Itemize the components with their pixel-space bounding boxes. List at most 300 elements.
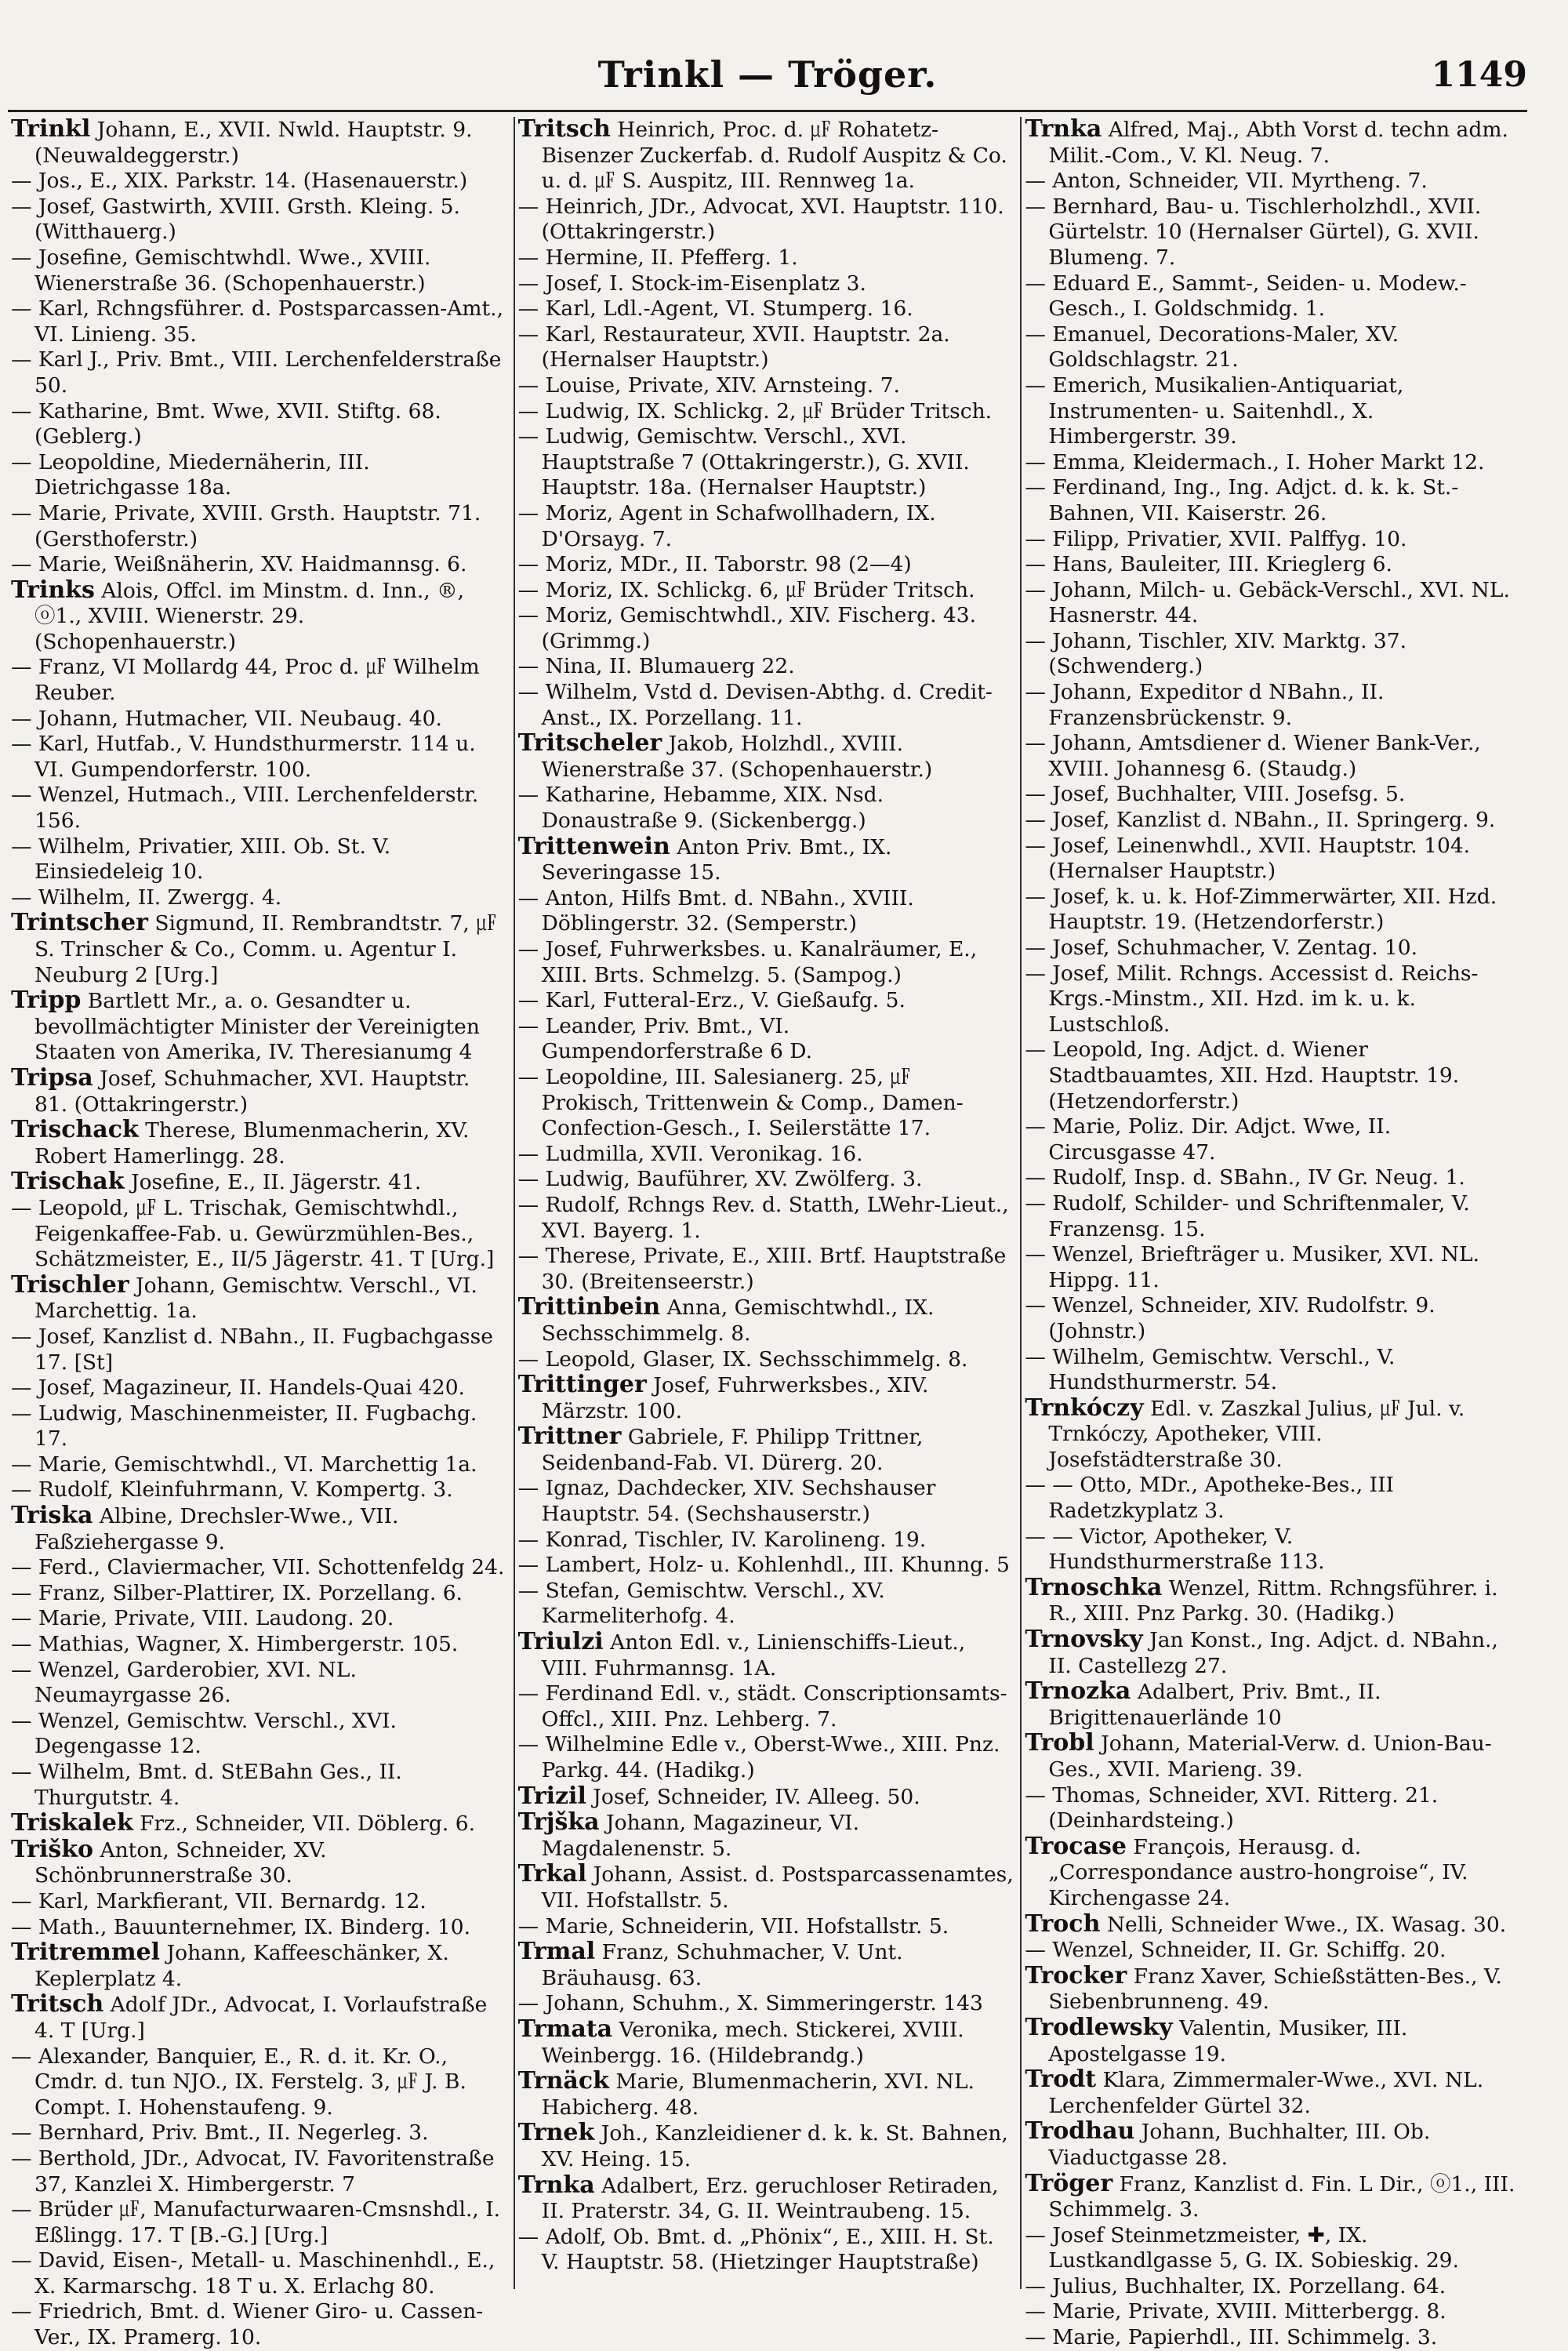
entry-text: Wenzel, Rittm. Rchngsführer. i. R., XIII. Pnz Parkg. 30. (Hadikg.) <box>1048 1575 1498 1626</box>
entry-text: — David, Eisen-, Metall- u. Maschinenhdl., E., X. Karmarschg. 18 T u. X. Erlachg 80. <box>11 2248 495 2298</box>
directory-entry <box>11 1811 507 1837</box>
directory-entry <box>11 834 507 885</box>
entry-surname: Trnäck <box>517 2067 609 2095</box>
entry-text: — Anton, Hilfs Bmt. d. NBahn., XVIII. Döblingerstr. 32. (Semperstr.) <box>517 885 914 936</box>
entry-text: Klara, Zimmermaler-Wwe., XVI. NL. Lerchenfelder Gürtel 32. <box>1048 2068 1484 2118</box>
entry-text: — — Otto, MDr., Apotheke-Bes., III Radetzkyplatz 3. <box>1025 1473 1395 1524</box>
entry-text: — Wilhelmine Edle v., Oberst-Wwe., XIII. Pnz. Parkg. 44. (Hadikg.) <box>517 1732 1000 1782</box>
entry-text: Valentin, Musiker, III. Apostelgasse 19. <box>1048 2015 1408 2066</box>
directory-entry <box>11 1117 507 1169</box>
entry-text: — Emma, Kleidermach., I. Hoher Markt 12. <box>1025 449 1485 474</box>
directory-entry <box>518 194 1014 245</box>
directory-entry <box>518 2017 1014 2069</box>
entry-text: — Wilhelm, Vstd d. Devisen-Abthg. d. Credit-Anst., IX. Porzellang. 11. <box>517 680 993 730</box>
directory-entry <box>1025 1191 1521 1242</box>
directory-entry <box>1025 1834 1521 1912</box>
entry-surname: Trittenwein <box>517 832 670 860</box>
directory-entry <box>11 1196 507 1273</box>
page-number: 1149 <box>1431 55 1527 95</box>
entry-text: — Ludwig, IX. Schlickg. 2, ㎌ Brüder Tritsch. <box>517 398 993 423</box>
entry-surname: Trnkóczy <box>1025 1394 1144 1422</box>
entry-text: Franz, Schuhmacher, V. Unt. Bräuhausg. 63. <box>541 1940 903 1990</box>
entry-text: — Marie, Schneiderin, VII. Hofstallstr. 5. <box>517 1913 949 1939</box>
entry-text: Albine, Drechsler-Wwe., VII. Faßziehergasse 9. <box>34 1504 399 1554</box>
entry-text: — Berthold, JDr., Advocat, IV. Favoritenstraße 37, Kanzlei X. Himbergerstr. 7 <box>11 2146 495 2197</box>
directory-entry <box>1025 1912 1521 1939</box>
directory-entry <box>1025 1524 1521 1575</box>
entry-text: — Wenzel, Garderobier, XVI. NL. Neumayrgasse 26. <box>11 1657 357 1708</box>
entry-text: Alfred, Maj., Abth Vorst d. techn adm. Milit.-Com., V. Kl. Neug. 7. <box>1048 118 1508 168</box>
directory-entry <box>518 1295 1014 1346</box>
directory-entry <box>1025 117 1521 169</box>
entry-text: — Emerich, Musikalien-Antiquariat, Instrumenten- u. Saitenhdl., X. Himbergerstr. 39. <box>1025 372 1404 449</box>
entry-text: — Rudolf, Kleinfuhrmann, V. Kompertg. 3. <box>11 1477 453 1503</box>
directory-entry <box>518 731 1014 783</box>
entry-text: — Marie, Poliz. Dir. Adjct. Wwe, II. Circusgasse 47. <box>1025 1114 1392 1165</box>
entry-surname: Trizil <box>517 1782 586 1810</box>
entry-text: — Josef Steinmetzmeister, ✚, IX. Lustkandlgasse 5, G. IX. Sobieskig. 29. <box>1025 2222 1459 2273</box>
directory-entry <box>518 552 1014 578</box>
entry-text: Marie, Blumenmacherin, XVI. NL. Habicherg. 48. <box>541 2069 975 2120</box>
entry-text: — Johann, Amtsdiener d. Wiener Bank-Ver., XVIII. Johannesg 6. (Staudg.) <box>1025 731 1481 781</box>
entry-surname: Trischak <box>11 1168 125 1196</box>
directory-entry <box>518 1991 1014 2017</box>
directory-entry <box>1025 1679 1521 1731</box>
directory-entry <box>518 1939 1014 1991</box>
entry-surname: Trjška <box>517 1808 600 1837</box>
directory-entry <box>11 2120 507 2146</box>
directory-entry <box>11 1606 507 1632</box>
directory-entry <box>11 885 507 911</box>
directory-entry <box>518 271 1014 297</box>
entry-text: Johann, E., XVII. Nwld. Hauptstr. 9. (Neuwaldeggerstr.) <box>34 118 473 168</box>
directory-entry <box>518 117 1014 194</box>
directory-entry <box>518 1732 1014 1783</box>
entry-surname: Trocase <box>1025 1832 1127 1860</box>
entry-text: — Rudolf, Schilder- und Schriftenmaler, V. Franzensg. 15. <box>1025 1190 1470 1241</box>
directory-entry <box>11 450 507 501</box>
entry-text: — Franz, VI Mollardg 44, Proc d. ㎌ Wilhelm Reuber. <box>11 655 480 706</box>
entry-text: — Jos., E., XIX. Parkstr. 14. (Hasenauerstr.) <box>11 169 468 194</box>
directory-entry <box>1025 1731 1521 1782</box>
directory-entry <box>11 2248 507 2299</box>
column-middle <box>514 117 1021 2289</box>
entry-text: — Josef, Fuhrwerksbes. u. Kanalräumer, E., XIII. Brts. Schmelzg. 5. (Sampog.) <box>517 937 978 987</box>
entry-surname: Trnoschka <box>1025 1573 1163 1601</box>
directory-entry <box>11 1503 507 1555</box>
entry-text: — Bernhard, Priv. Bmt., II. Negerleg. 3. <box>11 2120 429 2146</box>
entry-text: Gabriele, F. Philipp Trittner, Seidenband-Fab. VI. Dürerg. 20. <box>541 1425 924 1475</box>
entry-text: — Ludwig, Maschinenmeister, II. Fugbachg. 17. <box>11 1401 477 1452</box>
directory-entry <box>11 2044 507 2121</box>
entry-surname: Trittner <box>517 1423 622 1451</box>
entry-text: — Bernhard, Bau- u. Tischlerholzhdl., XVII. Gürtelstr. 10 (Hernalser Gürtel), G. XVII. Blumeng. 7. <box>1025 194 1482 270</box>
entry-text: — Marie, Private, VIII. Laudong. 20. <box>11 1606 394 1631</box>
directory-entry <box>1025 578 1521 629</box>
directory-entry <box>11 2146 507 2197</box>
entry-surname: Trischack <box>11 1116 139 1144</box>
entry-text: — Rudolf, Insp. d. SBahn., IV Gr. Neug. 1. <box>1025 1165 1465 1190</box>
directory-entry <box>1025 450 1521 476</box>
entry-text: — Ferdinand Edl. v., städt. Conscriptionsamts-Offcl., XIII. Pnz. Lehberg. 7. <box>517 1681 1007 1731</box>
running-title: Trinkl — Tröger. <box>597 53 938 96</box>
directory-entry <box>11 1709 507 1760</box>
entry-text: — Leopoldine, III. Salesianerg. 25, ㎌ Prokisch, Trittenwein & Comp., Damen-Confection-Gesch., I. Seilerstätte 17. <box>517 1064 964 1141</box>
directory-entry <box>518 578 1014 604</box>
directory-entry <box>518 2069 1014 2120</box>
entry-surname: Tritscheler <box>517 729 662 758</box>
entry-text: — Katharine, Hebamme, XIX. Nsd. Donaustraße 9. (Sickenbergg.) <box>517 783 884 834</box>
entry-surname: Trischler <box>11 1270 129 1299</box>
directory-entry <box>1025 1627 1521 1679</box>
entry-surname: Trinkl <box>11 115 91 143</box>
directory-entry <box>1025 552 1521 578</box>
directory-entry <box>11 732 507 783</box>
directory-entry <box>1025 1575 1521 1627</box>
entry-text: — Adolf, Ob. Bmt. d. „Phönix“, E., XIII. H. St. V. Hauptstr. 58. (Hietzinger Hauptstraße) <box>517 2224 994 2275</box>
entry-surname: Trittinger <box>517 1371 647 1399</box>
directory-entry <box>1025 1165 1521 1191</box>
directory-entry <box>11 1375 507 1401</box>
entry-text: Jakob, Holzhdl., XVIII. Wienerstraße 37. (Schopenhauerstr.) <box>541 732 933 782</box>
directory-entry <box>1025 169 1521 194</box>
directory-entry <box>1025 271 1521 322</box>
entry-text: — Karl, Markfierant, VII. Bernardg. 12. <box>11 1888 426 1913</box>
directory-entry <box>518 1424 1014 1476</box>
entry-text: Adalbert, Priv. Bmt., II. Brigittenauerlände 10 <box>1048 1680 1381 1730</box>
entry-text: Anna, Gemischtwhdl., IX. Sechsschimmelg. 8. <box>541 1295 935 1346</box>
directory-entry <box>1025 373 1521 450</box>
directory-entry <box>11 1063 507 1117</box>
entry-text: — Leopold, Ing. Adjct. d. Wiener Stadtbauamtes, XII. Hzd. Hauptstr. 19. (Hetzendorferstr.) <box>1025 1037 1460 1114</box>
entry-surname: Trmata <box>517 2015 613 2043</box>
entry-text: — Leopold, ㎌ L. Trischak, Gemischtwhdl., Feigenkaffee-Fab. u. Gewürzmühlen-Bes., Schätzmeister, E., II/5 Jägerstr. 41. T [Urg.] <box>11 1195 495 1272</box>
entry-text: — Therese, Private, E., XIII. Brtf. Hauptstraße 30. (Breitenseerstr.) <box>517 1244 1007 1294</box>
directory-entry <box>518 296 1014 322</box>
directory-entry <box>1025 2171 1521 2223</box>
directory-entry <box>11 1452 507 1478</box>
directory-entry <box>518 1372 1014 1424</box>
entry-text: Josef, Fuhrwerksbes., XIV. Märzstr. 100. <box>541 1373 929 1423</box>
directory-entry <box>1025 2015 1521 2067</box>
directory-entry <box>11 1837 507 1889</box>
entry-surname: Trintscher <box>11 909 148 937</box>
entry-surname: Trnek <box>517 2119 595 2147</box>
entry-text: Josefine, E., II. Jägerstr. 41. <box>130 1170 422 1195</box>
entry-surname: Trodlewsky <box>1025 2013 1173 2041</box>
entry-text: Alois, Offcl. im Minstm. d. Inn., ®, ⓞ1., XVIII. Wienerstr. 29. (Schopenhauerstr.) <box>34 578 465 654</box>
entry-text: Jan Konst., Ing. Adjct. d. NBahn., II. Castellezg 27. <box>1048 1628 1498 1678</box>
directory-entry <box>1025 2299 1521 2325</box>
entry-surname: Trnka <box>517 2171 595 2199</box>
columns <box>8 115 1527 2350</box>
entry-text: — Rudolf, Rchngs Rev. d. Statth, LWehr-Lieut., XVI. Bayerg. 1. <box>517 1192 1009 1243</box>
entry-text: — Eduard E., Sammt-, Seiden- u. Modew.-Gesch., I. Goldschmidg. 1. <box>1025 271 1467 322</box>
entry-text: Veronika, mech. Stickerei, XVIII. Weinbergg. 16. (Hildebrandg.) <box>541 2017 964 2068</box>
directory-entry <box>518 322 1014 373</box>
entry-text: — Karl, Rchngsführer. d. Postsparcassen-Amt., VI. Linieng. 35. <box>11 296 504 347</box>
entry-text: — Wenzel, Schneider, XIV. Rudolfstr. 9. (Johnstr.) <box>1025 1293 1436 1343</box>
entry-text: — Julius, Buchhalter, IX. Porzellang. 64. <box>1025 2273 1446 2298</box>
directory-entry <box>518 245 1014 271</box>
entry-text: — Mathias, Wagner, X. Himbergerstr. 105. <box>11 1632 459 1657</box>
entry-text: — Ludwig, Bauführer, XV. Zwölferg. 3. <box>517 1167 923 1192</box>
directory-entry <box>11 1940 507 1992</box>
entry-text: — Wilhelm, II. Zwergg. 4. <box>11 885 282 910</box>
directory-entry <box>11 117 507 169</box>
directory-entry <box>518 501 1014 552</box>
entry-text: — Konrad, Tischler, IV. Karolineng. 19. <box>517 1527 927 1552</box>
entry-text: — Stefan, Gemischtw. Verschl., XV. Karmeliterhofg. 4. <box>517 1578 885 1629</box>
entry-text: — Marie, Private, XVIII. Mitterbergg. 8. <box>1025 2299 1446 2324</box>
entry-text: — Brüder ㎌, Manufacturwaaren-Cmsnshdl., I. Eßlingg. 17. T [B.-G.] [Urg.] <box>11 2197 501 2247</box>
directory-entry <box>518 1014 1014 1065</box>
entry-text: — Josef, Kanzlist d. NBahn., II. Springerg. 9. <box>1025 808 1496 833</box>
entry-text: — Marie, Gemischtwhdl., VI. Marchettig 1a. <box>11 1452 477 1477</box>
directory-entry <box>518 603 1014 654</box>
directory-entry <box>1025 1938 1521 1964</box>
directory-entry <box>11 194 507 245</box>
entry-text: Edl. v. Zaszkal Julius, ㎌ Jul. v. Trnkóczy, Apotheker, VIII. Josefstädterstraße 30. <box>1048 1396 1465 1472</box>
directory-entry <box>518 1914 1014 1940</box>
directory-entry <box>518 680 1014 731</box>
entry-text: Josef, Schuhmacher, XVI. Hauptstr. 81. (Ottakringerstr.) <box>34 1066 470 1117</box>
directory-entry <box>11 501 507 552</box>
entry-text: — Katharine, Bmt. Wwe, XVII. Stiftg. 68. (Geblerg.) <box>11 398 441 449</box>
entry-text: Johann, Magazineur, VI. Magdalenenstr. 5. <box>541 1811 860 1861</box>
entry-text: Anton Priv. Bmt., IX. Severingasse 15. <box>541 834 892 885</box>
entry-text: — Josef, k. u. k. Hof-Zimmerwärter, XII. Hzd. Hauptstr. 19. (Hetzendorferstr.) <box>1025 884 1497 935</box>
entry-text: Franz, Kanzlist d. Fin. L Dir., ⓞ1., III. Schimmelg. 3. <box>1048 2171 1515 2222</box>
directory-entry <box>1025 1242 1521 1293</box>
directory-entry <box>11 1658 507 1709</box>
directory-entry <box>1025 731 1521 782</box>
entry-surname: Triulzi <box>517 1628 604 1656</box>
entry-text: — Johann, Milch- u. Gebäck-Verschl., XVI. NL. Hasnerstr. 44. <box>1025 577 1510 628</box>
directory-entry <box>518 2225 1014 2276</box>
directory-entry <box>1025 885 1521 936</box>
entry-text: — Wilhelm, Bmt. d. StEBahn Ges., II. Thurgutstr. 4. <box>11 1760 402 1810</box>
directory-entry <box>1025 1473 1521 1524</box>
entry-text: Franz Xaver, Schießstätten-Bes., V. Siebenbrunneng. 49. <box>1048 1964 1502 2015</box>
entry-text: — Franz, Silber-Plattirer, IX. Porzellang. 6. <box>11 1580 463 1605</box>
directory-entry <box>11 988 507 1066</box>
directory-entry <box>1025 782 1521 808</box>
directory-entry <box>1025 1961 1521 2015</box>
directory-entry <box>11 296 507 347</box>
entry-text: Sigmund, II. Rembrandtstr. 7, ㎌ S. Trinscher & Co., Comm. u. Agentur I. Neuburg 2 [Urg.] <box>34 911 497 987</box>
entry-text: Josef, Schneider, IV. Alleeg. 50. <box>593 1784 920 1809</box>
directory-entry <box>11 707 507 732</box>
entry-text: — Moriz, Agent in Schafwollhadern, IX. D'Orsayg. 7. <box>517 500 936 551</box>
directory-entry <box>11 1581 507 1607</box>
directory-entry <box>1025 194 1521 271</box>
entry-text: Therese, Blumenmacherin, XV. Robert Hamerlingg. 28. <box>34 1118 470 1168</box>
directory-entry <box>11 1169 507 1196</box>
entry-text: — Alexander, Banquier, E., R. d. it. Kr. O., Cmdr. d. tun NJO., IX. Ferstelg. 3, ㎌ J. B. Compt. I. Hohenstaufeng. 9. <box>11 2044 466 2120</box>
entry-text: Frz., Schneider, VII. Döblerg. 6. <box>140 1811 476 1837</box>
entry-surname: Trobl <box>1025 1729 1094 1757</box>
entry-surname: Trinks <box>11 576 95 604</box>
directory-entry <box>1025 1783 1521 1834</box>
directory-entry <box>1025 527 1521 553</box>
entry-text: — Josef, Leinenwhdl., XVII. Hauptstr. 104. (Hernalser Hauptstr.) <box>1025 833 1471 884</box>
entry-text: — Karl, Ldl.-Agent, VI. Stumperg. 16. <box>517 296 913 322</box>
directory-entry <box>518 1862 1014 1913</box>
entry-surname: Tripsa <box>11 1063 93 1092</box>
column-right <box>1020 115 1527 2350</box>
entry-text: — Moriz, Gemischtwhdl., XIV. Fischerg. 43. (Grimmg.) <box>517 603 977 653</box>
directory-entry <box>1025 680 1521 731</box>
entry-text: — Johann, Hutmacher, VII. Neubaug. 40. <box>11 706 442 731</box>
entry-text: Johann, Buchhalter, III. Ob. Viaductgasse 28. <box>1048 2120 1431 2170</box>
entry-text: — Louise, Private, XIV. Arnsteing. 7. <box>517 372 900 398</box>
entry-text: — Wenzel, Gemischtw. Verschl., XVI. Degengasse 12. <box>11 1708 397 1759</box>
entry-text: — Marie, Weißnäherin, XV. Haidmannsg. 6. <box>11 552 467 577</box>
entry-text: — Johann, Expeditor d NBahn., II. Franzensbrückenstr. 9. <box>1025 680 1385 730</box>
directory-entry <box>518 1579 1014 1630</box>
entry-text: Johann, Material-Verw. d. Union-Bau-Ges., XVII. Marieng. 39. <box>1048 1731 1492 1782</box>
directory-entry <box>518 1681 1014 1732</box>
entry-text: Adolf JDr., Advocat, I. Vorlaufstraße 4. T [Urg.] <box>34 1993 488 2043</box>
directory-entry <box>11 1477 507 1503</box>
entry-surname: Triško <box>11 1835 94 1863</box>
directory-entry <box>1025 1114 1521 1165</box>
entry-text: Johann, Assist. d. Postsparcassenamtes, VII. Hofstallstr. 5. <box>541 1862 1014 1913</box>
entry-surname: Troch <box>1025 1910 1101 1938</box>
directory-entry <box>518 886 1014 937</box>
directory-entry <box>518 1784 1014 1811</box>
entry-text: — Leander, Priv. Bmt., VI. Gumpendorferstraße 6 D. <box>517 1013 813 1064</box>
entry-text: — Lambert, Holz- u. Kohlenhdl., III. Khunng. 5 <box>517 1553 1010 1578</box>
entry-text: — Moriz, IX. Schlickg. 6, ㎌ Brüder Tritsch. <box>517 577 975 602</box>
entry-text: — Wilhelm, Gemischtw. Verschl., V. Hundsthurmerstr. 54. <box>1025 1344 1396 1395</box>
directory-entry <box>11 169 507 194</box>
directory-entry <box>1025 629 1521 680</box>
directory-entry <box>11 783 507 834</box>
directory-entry <box>1025 2223 1521 2274</box>
directory-entry <box>1025 1396 1521 1473</box>
directory-entry <box>1025 475 1521 526</box>
entry-text: — Ferd., Claviermacher, VII. Schottenfeldg 24. <box>11 1555 505 1580</box>
directory-entry <box>11 552 507 578</box>
entry-surname: Tritremmel <box>11 1939 161 1967</box>
directory-entry <box>518 1065 1014 1142</box>
entry-surname: Trodt <box>1025 2066 1097 2094</box>
entry-text: — Karl, Hutfab., V. Hundsthurmerstr. 114 u. VI. Gumpendorferstr. 100. <box>11 732 476 782</box>
directory-entry <box>518 373 1014 399</box>
entry-text: Joh., Kanzleidiener d. k. k. St. Bahnen, XV. Heing. 15. <box>541 2121 1008 2171</box>
directory-entry <box>518 988 1014 1014</box>
directory-entry <box>11 655 507 706</box>
entry-surname: Trnozka <box>1025 1677 1131 1706</box>
directory-entry <box>11 1760 507 1811</box>
entry-text: — Hans, Bauleiter, III. Krieglerg 6. <box>1025 552 1392 577</box>
entry-text: Heinrich, Proc. d. ㎌ Rohatetz-Bisenzer Zuckerfab. d. Rudolf Auspitz & Co. u. d. ㎌ S. Auspitz, III. Rennweg 1a. <box>541 118 1007 194</box>
entry-text: Anton Edl. v., Linienschiffs-Lieut., VIII. Fuhrmannsg. 1A. <box>541 1630 966 1681</box>
directory-entry <box>1025 1345 1521 1396</box>
directory-entry <box>518 1630 1014 1681</box>
directory-entry <box>11 578 507 656</box>
directory-entry <box>518 2173 1014 2225</box>
directory-entry <box>11 1270 507 1324</box>
directory-entry <box>518 1476 1014 1527</box>
directory-entry <box>518 1142 1014 1168</box>
entry-surname: Triska <box>11 1502 93 1530</box>
directory-entry <box>11 1632 507 1658</box>
directory-entry <box>518 654 1014 680</box>
directory-entry <box>1025 1037 1521 1114</box>
directory-entry <box>518 834 1014 886</box>
directory-entry <box>1025 1293 1521 1344</box>
directory-entry <box>1025 834 1521 885</box>
entry-text: — Josef, I. Stock-im-Eisenplatz 3. <box>517 271 866 296</box>
entry-text: — — Victor, Apotheker, V. Hundsthurmerstraße 113. <box>1025 1524 1325 1575</box>
entry-text: Nelli, Schneider Wwe., IX. Wasag. 30. <box>1106 1912 1507 1937</box>
directory-entry <box>518 1244 1014 1295</box>
directory-entry <box>1025 2274 1521 2300</box>
entry-text: — Wenzel, Schneider, II. Gr. Schiffg. 20. <box>1025 1938 1446 1963</box>
directory-entry <box>1025 808 1521 834</box>
directory-entry <box>518 1528 1014 1553</box>
entry-text: Johann, Kaffeeschänker, X. Keplerplatz 4. <box>34 1941 449 1991</box>
directory-entry <box>1025 2119 1521 2171</box>
entry-text: — Thomas, Schneider, XVI. Ritterg. 21. (Deinhardsteing.) <box>1025 1782 1439 1833</box>
directory-entry <box>11 399 507 450</box>
entry-surname: Trodhau <box>1025 2117 1135 2146</box>
entry-text: — Karl, Restaurateur, XVII. Hauptstr. 2a. (Hernalser Hauptstr.) <box>517 322 950 372</box>
directory-entry <box>1025 2325 1521 2351</box>
entry-text: — Josef, Kanzlist d. NBahn., II. Fugbachgasse 17. [St] <box>11 1324 493 1375</box>
entry-text: — Leopold, Glaser, IX. Sechsschimmelg. 8. <box>517 1346 968 1372</box>
directory-entry <box>518 1347 1014 1373</box>
entry-text: Johann, Gemischtw. Verschl., VI. Marchettig. 1a. <box>34 1273 477 1324</box>
entry-text: — Josef, Milit. Rchngs. Accessist d. Reichs-Krgs.-Minstm., XII. Hzd. im k. u. k. Lustschloß. <box>1025 961 1479 1037</box>
entry-text: — Wenzel, Hutmach., VIII. Lerchenfelderstr. 156. <box>11 783 479 834</box>
entry-text: — Ludwig, Gemischtw. Verschl., XVI. Hauptstraße 7 (Ottakringerstr.), G. XVII. Hauptstr. 18a. (Hernalser Hauptstr.) <box>517 424 970 500</box>
directory-entry <box>518 2120 1014 2172</box>
entry-surname: Trnovsky <box>1025 1626 1143 1654</box>
entry-surname: Tröger <box>1025 2169 1113 2197</box>
entry-text: — Karl, Futteral-Erz., V. Gießaufg. 5. <box>517 988 906 1013</box>
directory-entry <box>11 1324 507 1375</box>
entry-text: — Johann, Tischler, XIV. Marktg. 37. (Schwenderg.) <box>1025 628 1407 679</box>
entry-text: Bartlett Mr., a. o. Gesandter u. bevollmächtigter Minister der Vereinigten Staaten von Amerika, IV. Theresianumg 4 <box>34 989 480 1065</box>
entry-text: — Friedrich, Bmt. d. Wiener Giro- u. Cassen-Ver., IX. Pramerg. 10. <box>11 2299 484 2350</box>
entry-text: Adalbert, Erz. geruchloser Retiraden, II. Praterstr. 34, G. II. Weintraubeng. 15. <box>541 2173 999 2224</box>
entry-surname: Trnka <box>1025 115 1102 143</box>
directory-entry <box>1025 936 1521 961</box>
entry-text: — Josef, Magazineur, II. Handels-Quai 420. <box>11 1375 465 1401</box>
entry-surname: Trocker <box>1025 1961 1127 1989</box>
entry-surname: Tritsch <box>517 115 611 143</box>
directory-entry <box>11 910 507 988</box>
entry-text: — Ignaz, Dachdecker, XIV. Sechshauser Hauptstr. 54. (Sechshauserstr.) <box>517 1476 936 1527</box>
directory-entry <box>11 1889 507 1915</box>
entry-text: — Leopoldine, Miedernäherin, III. Dietrichgasse 18a. <box>11 449 370 500</box>
entry-text: — Marie, Private, XVIII. Grsth. Hauptstr. 71. (Gersthoferstr.) <box>11 500 481 551</box>
entry-text: — Heinrich, JDr., Advocat, XVI. Hauptstr. 110. (Ottakringerstr.) <box>517 194 1004 245</box>
directory-entry <box>11 245 507 296</box>
entry-text: — Moriz, MDr., II. Taborstr. 98 (2—4) <box>517 552 912 577</box>
entry-text: — Ludmilla, XVII. Veronikag. 16. <box>517 1141 863 1166</box>
entry-text: — Math., Bauunternehmer, IX. Binderg. 10. <box>11 1914 471 1939</box>
directory-entry <box>11 1401 507 1452</box>
entry-text: — Karl J., Priv. Bmt., VIII. Lerchenfelderstraße 50. <box>11 347 502 398</box>
entry-text: — Josef, Schuhmacher, V. Zentag. 10. <box>1025 936 1418 960</box>
entry-surname: Tritsch <box>11 1990 104 2019</box>
directory-entry <box>11 2299 507 2350</box>
